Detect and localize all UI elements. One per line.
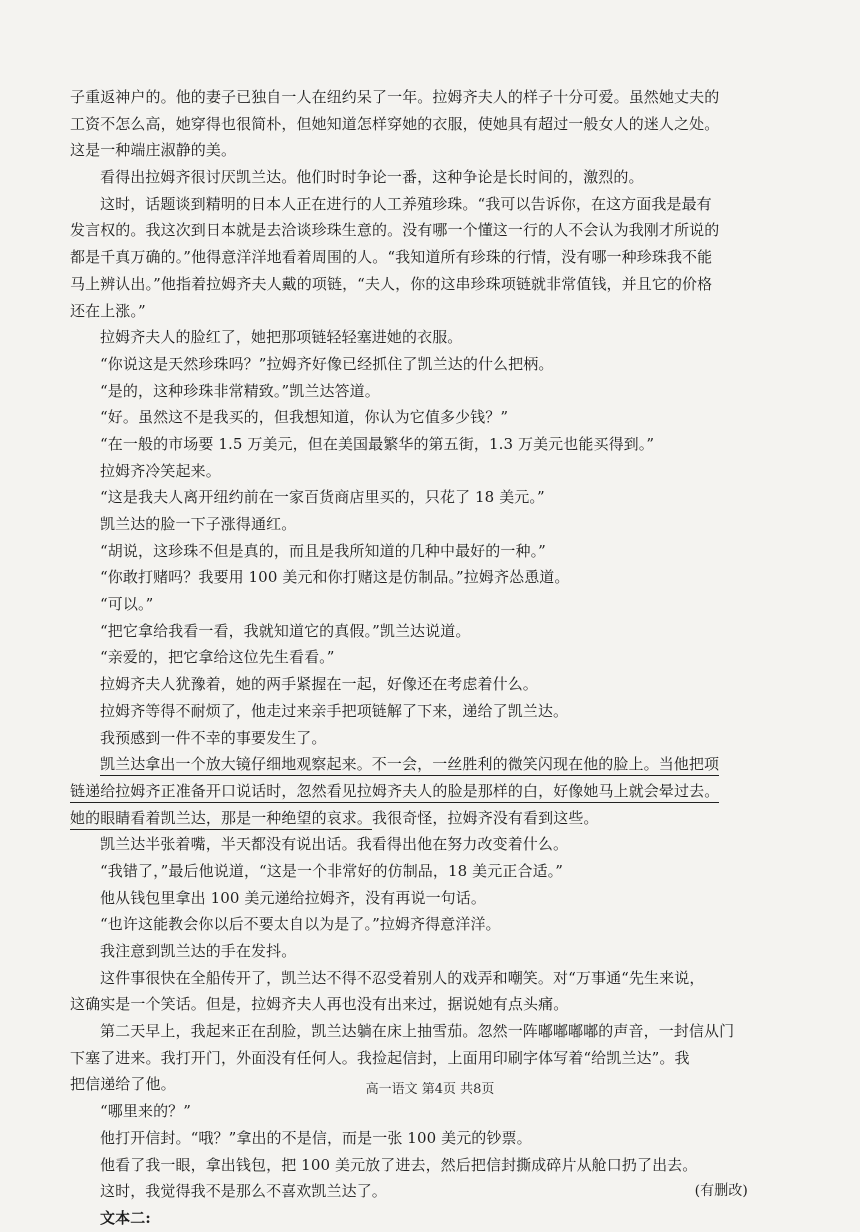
text-line: “胡说，这珍珠不但是真的，而且是我所知道的几种中最好的一种。” <box>100 541 546 560</box>
text-line: 我注意到凯兰达的手在发抖。 <box>100 942 297 960</box>
text-line: 子重返神户的。他的妻子已独自一人在纽约呆了一年。拉姆齐夫人的样子十分可爱。虽然她丈夫的 <box>70 88 720 106</box>
text-line: 他打开信封。“哦？”拿出的不是信，而是一张 100 美元的钞票。 <box>100 1128 532 1147</box>
text-line: 这件事很快在全船传开了，凯兰达不得不忍受着别人的戏弄和嘲笑。对“万事通“先生来说， <box>100 968 705 987</box>
text-line <box>70 1178 778 1205</box>
text-line: 凯兰达半张着嘴，半天都没有说出话。我看得出他在努力改变着什么。 <box>100 835 569 854</box>
text-line: 看得出拉姆齐很讨厌凯兰达。他们时时争论一番，这种争论是长时间的，激烈的。 <box>100 168 644 187</box>
text-line: 把信递给了他。 <box>70 1075 176 1094</box>
text-line: “好。虽然这不是我买的，但我想知道，你认为它值多少钱？” <box>100 408 509 427</box>
text-line: 拉姆齐等得不耐烦了，他走过来亲手把项链解了下来，递给了凯兰达。 <box>100 701 569 720</box>
underlined-text: 链递给拉姆齐正准备开口说话时，忽然看见拉姆齐夫人的脸是那样的白，好像她马上就会晕过去。 <box>70 782 719 803</box>
text-line: 第二天早上，我起来正在刮脸，凯兰达躺在床上抽雪茄。忽然一阵嘟嘟嘟嘟的声音，一封信从门 <box>100 1022 735 1041</box>
text-line: “可以。” <box>100 595 154 614</box>
text-line <box>70 805 778 832</box>
text-line: “这是我夫人离开纽约前在一家百货商店里买的，只花了 18 美元。” <box>100 488 545 507</box>
text-line: “你敢打赌吗？我要用 100 美元和你打赌这是仿制品。”拉姆齐怂恿道。 <box>100 568 570 587</box>
underlined-text: 凯兰达拿出一个放大镜仔细地观察起来。不一会，一丝胜利的微笑闪现在他的脸上。当他把项 <box>100 755 719 776</box>
section-heading: 文本二: <box>100 1208 151 1227</box>
underlined-line <box>70 751 778 778</box>
text-line: 他从钱包里拿出 100 美元递给拉姆齐，没有再说一句话。 <box>100 888 486 907</box>
text-line: 拉姆齐冷笑起来。 <box>100 461 221 480</box>
text-line: “亲爱的，把它拿给这位先生看看。” <box>100 648 335 667</box>
text-line: 拉姆齐夫人犹豫着，她的两手紧握在一起，好像还在考虑着什么。 <box>100 675 538 694</box>
closing-text: 这时，我觉得我不是那么不喜欢凯兰达了。 <box>100 1182 387 1201</box>
text-line: 这确实是一个笑话。但是，拉姆齐夫人再也没有出来过，据说她有点头痛。 <box>70 995 569 1014</box>
text-line: “哪里来的？” <box>100 1102 192 1121</box>
text-line: 拉姆齐夫人的脸红了，她把那项链轻轻塞进她的衣服。 <box>100 328 463 347</box>
text-line: 这时，话题谈到精明的日本人正在进行的人工养殖珍珠。“我可以告诉你，在这方面我是最有 <box>100 194 712 213</box>
text-line: “是的，这种珍珠非常精致。”凯兰达答道。 <box>100 381 380 400</box>
underlined-line <box>70 778 778 805</box>
text-line: 马上辨认出。”他指着拉姆齐夫人戴的项链，“夫人，你的这串珍珠项链就非常值钱，并且它的价格 <box>70 274 713 293</box>
text-line: 我预感到一件不幸的事要发生了。 <box>100 728 327 747</box>
underlined-text: 她的眼睛看着凯兰达，那是一种绝望的哀求。 <box>70 809 372 830</box>
text-line: 他看了我一眼，拿出钱包，把 100 美元放了进去，然后把信封撕成碎片从舱口扔了出去。 <box>100 1155 698 1174</box>
text-line: 还在上涨。” <box>70 301 146 320</box>
footer-total: 共8页 <box>460 1082 495 1097</box>
text-line: 凯兰达的脸一下子涨得通红。 <box>100 515 297 533</box>
text-line: 发言权的。我这次到日本就是去洽谈珍珠生意的。没有哪一个懂这一行的人不会认为我刚才所说的 <box>70 221 720 240</box>
document-page <box>70 84 778 1232</box>
text-line: 都是千真万确的。”他得意洋洋地看着周围的人。“我知道所有珍珠的行情，没有哪一种珍珠我不能 <box>70 248 713 267</box>
text-line: 这是一种端庄淑静的美。 <box>70 141 237 160</box>
text-line: “把它拿给我看一看，我就知道它的真假。”凯兰达说道。 <box>100 621 471 640</box>
text-line: “我错了，”最后他说道，“这是一个非常好的仿制品，18 美元正合适。” <box>100 861 564 880</box>
text-line: 工资不怎么高，她穿得也很简朴，但她知道怎样穿她的衣服，使她具有超过一般女人的迷人之处。 <box>70 114 720 133</box>
text-line: “你说这是天然珍珠吗？”拉姆齐好像已经抓住了凯兰达的什么把柄。 <box>100 354 554 373</box>
source-note: (有删改) <box>694 1183 748 1200</box>
text-line: “在一般的市场要 1.5 万美元，但在美国最繁华的第五街，1.3 万美元也能买得到。” <box>100 434 655 453</box>
text-line: “也许这能教会你以后不要太自以为是了。”拉姆齐得意洋洋。 <box>100 915 501 934</box>
footer-page: 第4页 <box>421 1082 456 1097</box>
text-line: 下塞了进来。我打开门，外面没有任何人。我捡起信封，上面用印刷字体写着“给凯兰达”。我 <box>70 1048 690 1067</box>
trailing-text: 我很奇怪，拉姆齐没有看到这些。 <box>372 808 599 827</box>
footer-subject: 高一语文 <box>365 1082 418 1097</box>
page-footer <box>0 1080 860 1100</box>
